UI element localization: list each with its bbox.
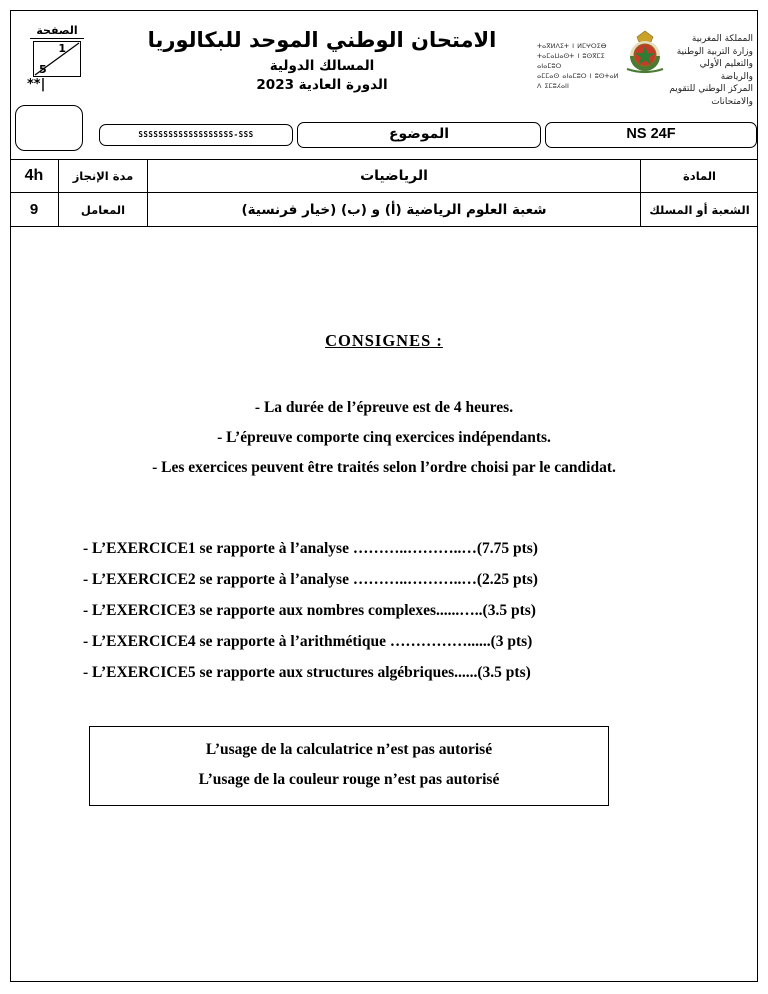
- note-exercise-count: - L’épreuve comporte cinq exercices indépendants.: [217, 429, 551, 446]
- exam-title: الامتحان الوطني الموحد للبكالوريا: [147, 28, 497, 52]
- track-header: الشعبة أو المسلك: [649, 202, 750, 217]
- exam-track: المسالك الدولية: [269, 58, 375, 74]
- exam-title-block: [107, 27, 537, 93]
- page-frame: [10, 10, 758, 982]
- duration-value: 4h: [24, 167, 44, 184]
- exercise-list: [83, 533, 757, 688]
- exercise-item-5: - L’EXERCICE5 se rapporte aux structures algébriques......(3.5 pts): [83, 664, 531, 681]
- ministry-tifinagh-text: [537, 25, 621, 91]
- exercise-item-3: - L’EXERCICE3 se rapporte aux nombres complexes......…..(3.5 pts): [83, 602, 536, 619]
- corner-mark: **|: [27, 77, 46, 92]
- ministry-arabic-text: [669, 25, 755, 108]
- coefficient-label-cell: [59, 193, 148, 226]
- serial-number-box: SSSSSSSSSSSSSSSSSSS-SSS: [99, 124, 293, 146]
- coefficient-value-cell: [10, 193, 59, 226]
- subject-name: الرياضيات: [360, 168, 428, 184]
- stamp-box: [15, 105, 83, 151]
- note-order: - Les exercices peuvent être traités selon l’ordre choisi par le candidat.: [152, 459, 616, 476]
- instructions-section: [11, 225, 757, 981]
- tifinagh-line: ⵜⴰⵎⴰⵡⴰⵙⵜ ⵏ ⵓⵙⴳⵎⵉ ⴰⵏⴰⵎⵓⵔ: [537, 52, 605, 70]
- note-duration: - La durée de l’épreuve est de 4 heures.: [254, 399, 514, 416]
- exercise-item-4: - L’EXERCICE4 se rapporte à l’arithmétique ……………......(3 pts): [83, 633, 533, 650]
- exercise-item-1: - L’EXERCICE1 se rapporte à l’analyse ………..………..…(7.75 pts): [83, 540, 538, 557]
- exam-info-table: [10, 159, 758, 227]
- exercise-item-2: - L’EXERCICE2 se rapporte à l’analyse ………..………..…(2.25 pts): [83, 571, 538, 588]
- exam-session: الدورة العادية 2023: [256, 77, 388, 93]
- ministry-line: المركز الوطني للتقويم والامتحانات: [669, 84, 753, 107]
- tifinagh-line: ⴰⵎⵎⴰⵙ ⴰⵏⴰⵎⵓⵔ ⵏ ⵓⵙⵜⴰⵍ ⴷ ⵉⵎⵓⵃⴰⵏⵏ: [537, 72, 619, 90]
- general-notes: [11, 393, 757, 483]
- ministry-line: وزارة التربية الوطنية: [676, 46, 753, 57]
- subject-name-cell: [148, 160, 641, 193]
- tifinagh-line: ⵜⴰⴳⵍⴷⵉⵜ ⵏ ⵍⵎⵖⵔⵉⴱ: [537, 42, 607, 50]
- subject-header: المادة: [683, 169, 716, 183]
- coefficient-value: 9: [29, 201, 39, 218]
- track-name: شعبة العلوم الرياضية (أ) و (ب) (خيار فرنسية): [241, 201, 547, 218]
- duration-label-cell: [59, 160, 148, 193]
- ministry-line: المملكة المغربية: [691, 34, 753, 44]
- duration-label: مدة الإنجاز: [72, 169, 134, 183]
- not-allowed-box: [89, 726, 609, 806]
- subject-header-cell: [641, 160, 758, 193]
- track-name-cell: [148, 193, 641, 226]
- exam-reference-box: NS 24F: [545, 122, 757, 148]
- subject-label-box: الموضوع: [297, 122, 541, 148]
- coefficient-label: المعامل: [80, 202, 126, 217]
- consignes-title: CONSIGNES :: [325, 331, 443, 350]
- track-header-cell: [641, 193, 758, 226]
- ministry-header: [537, 25, 755, 121]
- duration-value-cell: [10, 160, 59, 193]
- ministry-emblem-icon: [623, 29, 667, 75]
- no-calculator-line: L’usage de la calculatrice n’est pas autorisé: [205, 741, 493, 758]
- page-total: 5: [39, 63, 47, 76]
- page-current: 1: [58, 42, 66, 55]
- page-counter-label: الصفحة: [30, 24, 83, 39]
- no-red-ink-line: L’usage de la couleur rouge n’est pas autorisé: [198, 771, 500, 788]
- ministry-line: والتعليم الأولي والرياضة: [699, 59, 753, 82]
- ministry-emblem-wrap: [621, 25, 669, 80]
- page-fraction-box: [33, 41, 81, 77]
- page-counter: [15, 19, 99, 77]
